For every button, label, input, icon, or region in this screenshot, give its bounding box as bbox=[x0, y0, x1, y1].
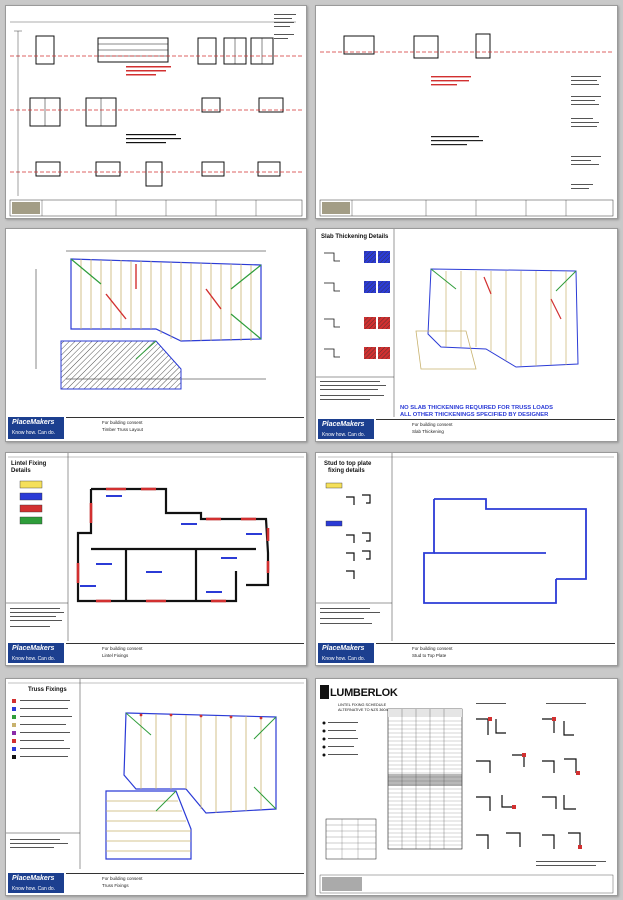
placemakers-logo bbox=[318, 643, 374, 663]
title-block-line1: For building consent bbox=[412, 422, 453, 427]
title-block-line2: Stud to Top Plate bbox=[412, 653, 447, 658]
title-block-line1: For building consent bbox=[412, 646, 453, 651]
brand-tagline: Know how. Can do. bbox=[12, 656, 56, 662]
title-block-line1: For building consent bbox=[102, 420, 143, 425]
brand-name: PlaceMakers bbox=[322, 645, 365, 652]
brand-tagline: Know how. Can do. bbox=[322, 656, 366, 662]
window-elevations-2-drawing bbox=[316, 6, 617, 218]
brand-name: PlaceMakers bbox=[12, 875, 55, 882]
truss-fixings-drawing bbox=[6, 679, 306, 895]
sheet-truss-fixings[interactable] bbox=[5, 678, 307, 896]
sheet-slab-thickening[interactable] bbox=[315, 228, 618, 442]
title-block-line1: For building consent bbox=[102, 876, 143, 881]
title-block-line2: Truss Fixings bbox=[102, 883, 129, 888]
title-block bbox=[66, 873, 304, 894]
title-block-line2: Lintel Fixings bbox=[102, 653, 129, 658]
title-block bbox=[376, 419, 615, 440]
window-elevations-drawing bbox=[6, 6, 306, 218]
notice-line1: NO SLAB THICKENING REQUIRED FOR TRUSS LOADS bbox=[400, 405, 553, 411]
lumberlok-logo: LUMBERLOK bbox=[330, 687, 398, 699]
panel-title: Truss Fixings bbox=[28, 687, 67, 693]
title-block bbox=[66, 643, 304, 664]
lintel-plan-drawing bbox=[6, 453, 306, 665]
brand-tagline: Know how. Can do. bbox=[322, 432, 366, 438]
sheet-lintel-fixing[interactable] bbox=[5, 452, 307, 666]
title-block bbox=[376, 643, 615, 664]
title-block-line1: For building consent bbox=[102, 646, 143, 651]
brand-tagline: Know how. Can do. bbox=[12, 430, 56, 436]
placemakers-logo bbox=[8, 417, 64, 439]
lumberlok-subtitle-line2: ALTERNATIVE TO NZS 3604 bbox=[338, 708, 388, 712]
sheet-roof-framing[interactable] bbox=[5, 228, 307, 442]
lumberlok-subtitle-line1: LINTEL FIXING SCHEDULE bbox=[338, 703, 387, 707]
brand-name: PlaceMakers bbox=[322, 421, 365, 428]
sheet-stud-to-top-plate[interactable] bbox=[315, 452, 618, 666]
placemakers-logo bbox=[318, 419, 374, 439]
placemakers-logo bbox=[8, 873, 64, 893]
brand-name: PlaceMakers bbox=[12, 419, 55, 426]
truss-layout-drawing bbox=[6, 229, 306, 441]
lumberlok-schedule-drawing bbox=[316, 679, 617, 895]
panel-title-line2: fixing details bbox=[328, 468, 365, 474]
title-block-line2: Slab Thickening bbox=[412, 429, 444, 434]
title-block-line2: Timber Truss Layout bbox=[102, 427, 143, 432]
stud-fixing-drawing bbox=[316, 453, 617, 665]
sheet-window-elevations[interactable] bbox=[5, 5, 307, 219]
sheet-window-elevations-2[interactable] bbox=[315, 5, 618, 219]
panel-title: Slab Thickening Details bbox=[321, 234, 389, 240]
panel-title-line2: Details bbox=[11, 468, 31, 474]
brand-tagline: Know how. Can do. bbox=[12, 886, 56, 892]
placemakers-logo bbox=[8, 643, 64, 663]
brand-name: PlaceMakers bbox=[12, 645, 55, 652]
panel-title-line1: Lintel Fixing bbox=[11, 461, 47, 467]
panel-title-line1: Stud to top plate bbox=[324, 461, 372, 467]
title-block bbox=[66, 417, 304, 440]
sheet-lumberlok[interactable] bbox=[315, 678, 618, 896]
notice-line2: ALL OTHER THICKENINGS SPECIFIED BY DESIGNER bbox=[400, 412, 549, 418]
